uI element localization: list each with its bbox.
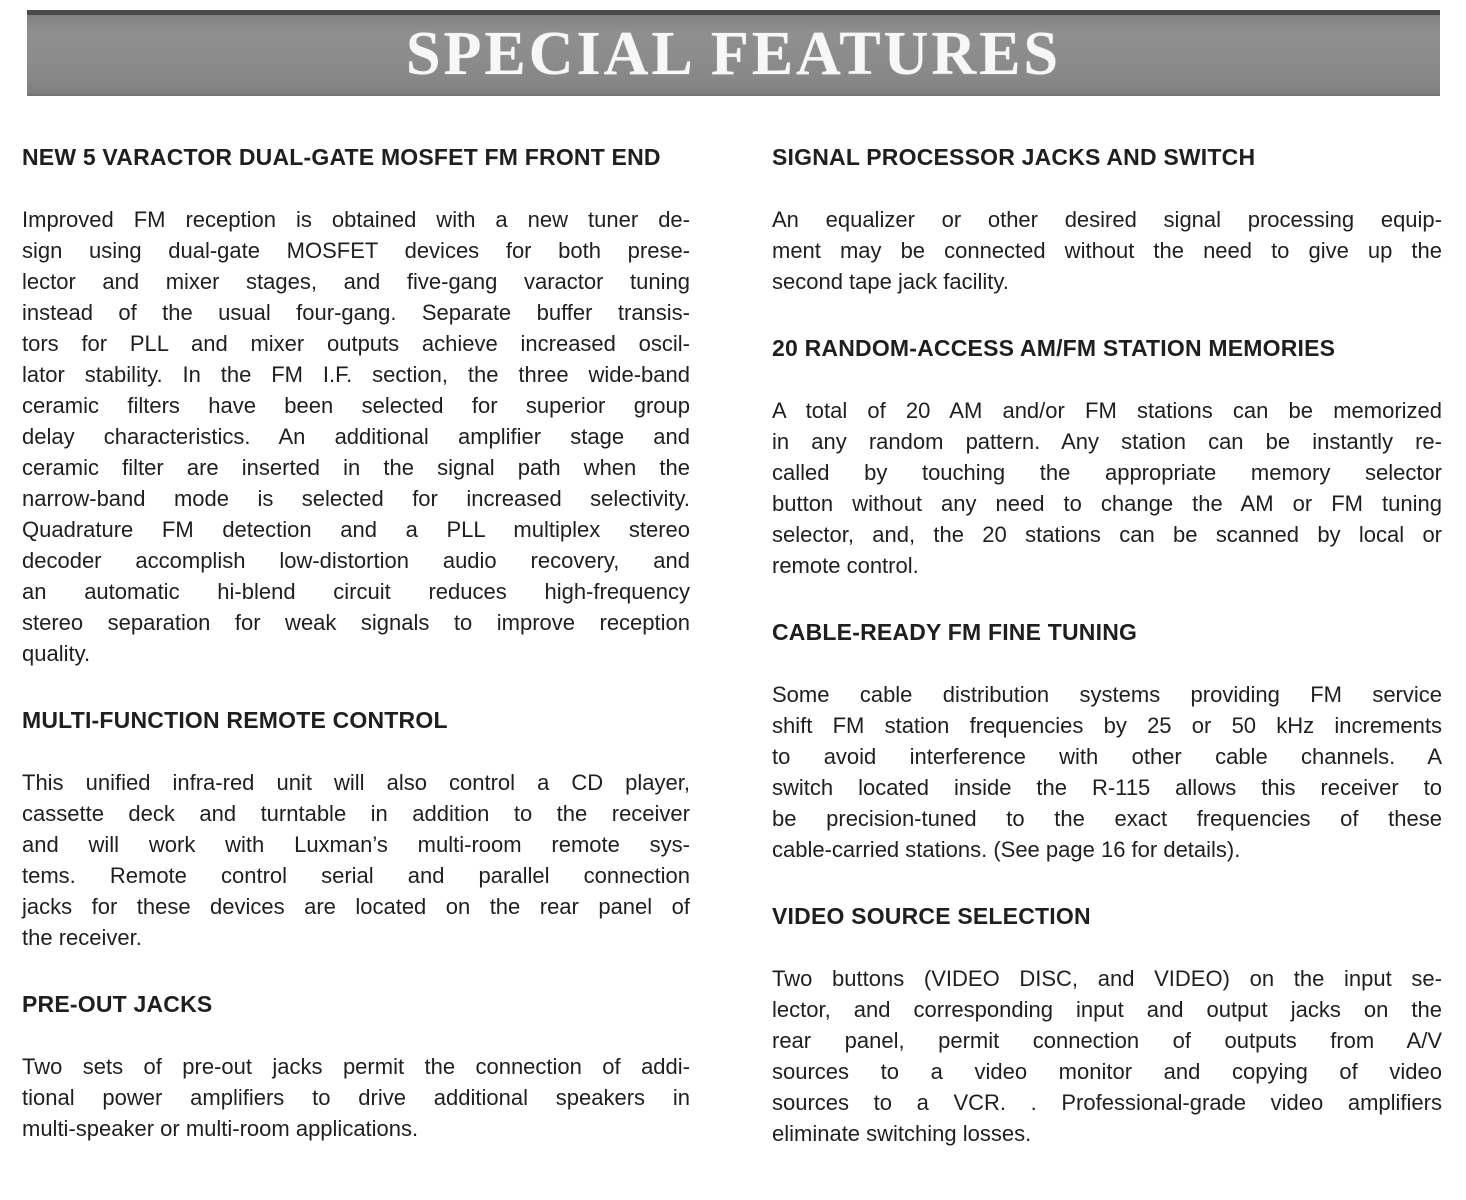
section-heading: 20 RANDOM-ACCESS AM/FM STATION MEMORIES bbox=[772, 335, 1336, 361]
text-line: ment may be connected without the need to give up the bbox=[772, 238, 1442, 263]
page-title: SPECIAL FEATURES bbox=[406, 20, 1061, 88]
text-line: A total of 20 AM and/or FM stations can be memorized bbox=[772, 398, 1442, 423]
section-heading: MULTI-FUNCTION REMOTE CONTROL bbox=[22, 707, 448, 733]
text-line: called by touching the appropriate memory selector bbox=[772, 460, 1442, 485]
text-line: tors for PLL and mixer outputs achieve increased oscil- bbox=[22, 331, 690, 356]
text-line: the receiver. bbox=[22, 925, 142, 950]
text-line: eliminate switching losses. bbox=[772, 1121, 1032, 1146]
section-heading: VIDEO SOURCE SELECTION bbox=[772, 903, 1091, 929]
text-line: shift FM station frequencies by 25 or 50 kHz increments bbox=[772, 713, 1442, 738]
section-fm-fine-tuning bbox=[772, 615, 1442, 865]
section-heading: NEW 5 VARACTOR DUAL-GATE MOSFET FM FRONT END bbox=[22, 144, 661, 170]
section-paragraph bbox=[772, 679, 1442, 865]
text-line: tems. Remote control serial and parallel connection bbox=[22, 863, 690, 888]
text-line: Improved FM reception is obtained with a new tuner de- bbox=[22, 207, 690, 232]
text-line: lator stability. In the FM I.F. section, the three wide-band bbox=[22, 362, 690, 387]
text-line: switch located inside the R-115 allows this receiver to bbox=[772, 775, 1442, 800]
section-paragraph bbox=[772, 395, 1442, 581]
text-line: narrow-band mode is selected for increased selectivity. bbox=[22, 486, 690, 511]
text-line: instead of the usual four-gang. Separate buffer transis- bbox=[22, 300, 690, 325]
section-signal-processor bbox=[772, 140, 1442, 297]
text-line: ceramic filter are inserted in the signal path when the bbox=[22, 455, 690, 480]
text-line: This unified infra-red unit will also control a CD player, bbox=[22, 770, 690, 795]
text-line: ceramic filters have been selected for superior group bbox=[22, 393, 690, 418]
text-line: delay characteristics. An additional amplifier stage and bbox=[22, 424, 690, 449]
text-line: cassette deck and turntable in addition to the receiver bbox=[22, 801, 690, 826]
page-content bbox=[22, 140, 1442, 1149]
text-line: an automatic hi-blend circuit reduces high-frequency bbox=[22, 579, 690, 604]
section-video-source bbox=[772, 899, 1442, 1149]
section-paragraph bbox=[772, 204, 1442, 297]
text-line: button without any need to change the AM or FM tuning bbox=[772, 491, 1442, 516]
text-line: cable-carried stations. (See page 16 for details). bbox=[772, 837, 1241, 862]
section-heading: PRE-OUT JACKS bbox=[22, 991, 213, 1017]
section-fm-front-end bbox=[22, 140, 690, 669]
text-line: Two sets of pre-out jacks permit the connection of addi- bbox=[22, 1054, 690, 1079]
text-line: multi-speaker or multi-room applications. bbox=[22, 1116, 419, 1141]
section-paragraph bbox=[22, 767, 690, 953]
text-line: quality. bbox=[22, 641, 91, 666]
banner bbox=[27, 10, 1440, 96]
text-line: in any random pattern. Any station can be instantly re- bbox=[772, 429, 1442, 454]
text-line: lector and mixer stages, and five-gang varactor tuning bbox=[22, 269, 690, 294]
section-paragraph bbox=[22, 1051, 690, 1144]
section-paragraph bbox=[22, 204, 690, 669]
section-station-memories bbox=[772, 331, 1442, 581]
section-pre-out-jacks bbox=[22, 987, 690, 1144]
text-line: An equalizer or other desired signal processing equip- bbox=[772, 207, 1442, 232]
right-column bbox=[772, 140, 1442, 1149]
section-paragraph bbox=[772, 963, 1442, 1149]
text-line: selector, and, the 20 stations can be scanned by local or bbox=[772, 522, 1442, 547]
text-line: be precision-tuned to the exact frequencies of these bbox=[772, 806, 1442, 831]
text-line: decoder accomplish low-distortion audio recovery, and bbox=[22, 548, 690, 573]
text-line: jacks for these devices are located on the rear panel of bbox=[22, 894, 690, 919]
text-line: lector, and corresponding input and output jacks on the bbox=[772, 997, 1442, 1022]
left-column bbox=[22, 140, 690, 1149]
text-line: Some cable distribution systems providing FM service bbox=[772, 682, 1442, 707]
section-heading: SIGNAL PROCESSOR JACKS AND SWITCH bbox=[772, 144, 1256, 170]
text-line: sign using dual-gate MOSFET devices for both prese- bbox=[22, 238, 690, 263]
text-line: to avoid interference with other cable channels. A bbox=[772, 744, 1442, 769]
text-line: Quadrature FM detection and a PLL multiplex stereo bbox=[22, 517, 690, 542]
section-heading: CABLE-READY FM FINE TUNING bbox=[772, 619, 1138, 645]
text-line: sources to a VCR. . Professional-grade video amplifiers bbox=[772, 1090, 1442, 1115]
text-line: second tape jack facility. bbox=[772, 269, 1009, 294]
text-line: sources to a video monitor and copying of video bbox=[772, 1059, 1442, 1084]
text-line: and will work with Luxman’s multi-room remote sys- bbox=[22, 832, 690, 857]
text-line: tional power amplifiers to drive additional speakers in bbox=[22, 1085, 690, 1110]
text-line: Two buttons (VIDEO DISC, and VIDEO) on the input se- bbox=[772, 966, 1442, 991]
text-line: rear panel, permit connection of outputs from A/V bbox=[772, 1028, 1442, 1053]
text-line: stereo separation for weak signals to improve reception bbox=[22, 610, 690, 635]
section-remote-control bbox=[22, 703, 690, 953]
text-line: remote control. bbox=[772, 553, 919, 578]
